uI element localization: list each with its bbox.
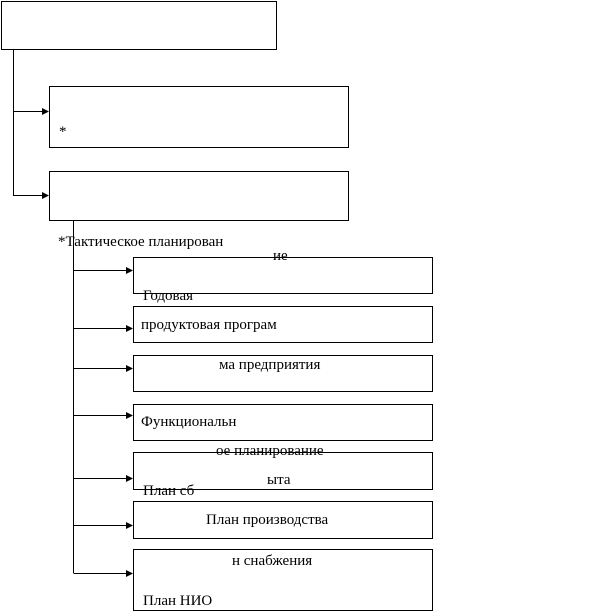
arrowhead-sub2 [126, 325, 133, 332]
arrowhead-sub1 [126, 267, 133, 274]
sales-plan-label-cont: ыта [267, 472, 291, 488]
arrowhead-sub3 [126, 365, 133, 372]
strategic-box-marker: * [59, 124, 67, 140]
tactical-box [49, 171, 349, 221]
rnd-plan-label: План НИО [143, 593, 213, 609]
tactical-planning-label: *Тактическое планирован [58, 234, 224, 250]
tactical-planning-label-cont: ие [273, 248, 288, 264]
arrowhead-sub4 [126, 412, 133, 419]
product-program-label: продуктовая програм [141, 317, 277, 333]
arrowhead-sub6 [126, 522, 133, 529]
top-box [1, 1, 277, 50]
annual-label: Годовая [143, 288, 193, 304]
arrowhead-strategic [42, 108, 49, 115]
functional-label-cont: ое планирование [216, 443, 324, 459]
strategic-box [49, 86, 349, 148]
enterprise-label: ма предприятия [219, 357, 321, 373]
arrowhead-sub5 [126, 475, 133, 482]
arrowhead-sub7 [126, 570, 133, 577]
production-plan-label: План производства [206, 512, 329, 528]
sales-plan-label: План сб [143, 483, 195, 499]
supply-label: н снабжения [232, 553, 313, 569]
functional-label: Функциональн [141, 414, 237, 430]
arrowhead-tactical [42, 192, 49, 199]
